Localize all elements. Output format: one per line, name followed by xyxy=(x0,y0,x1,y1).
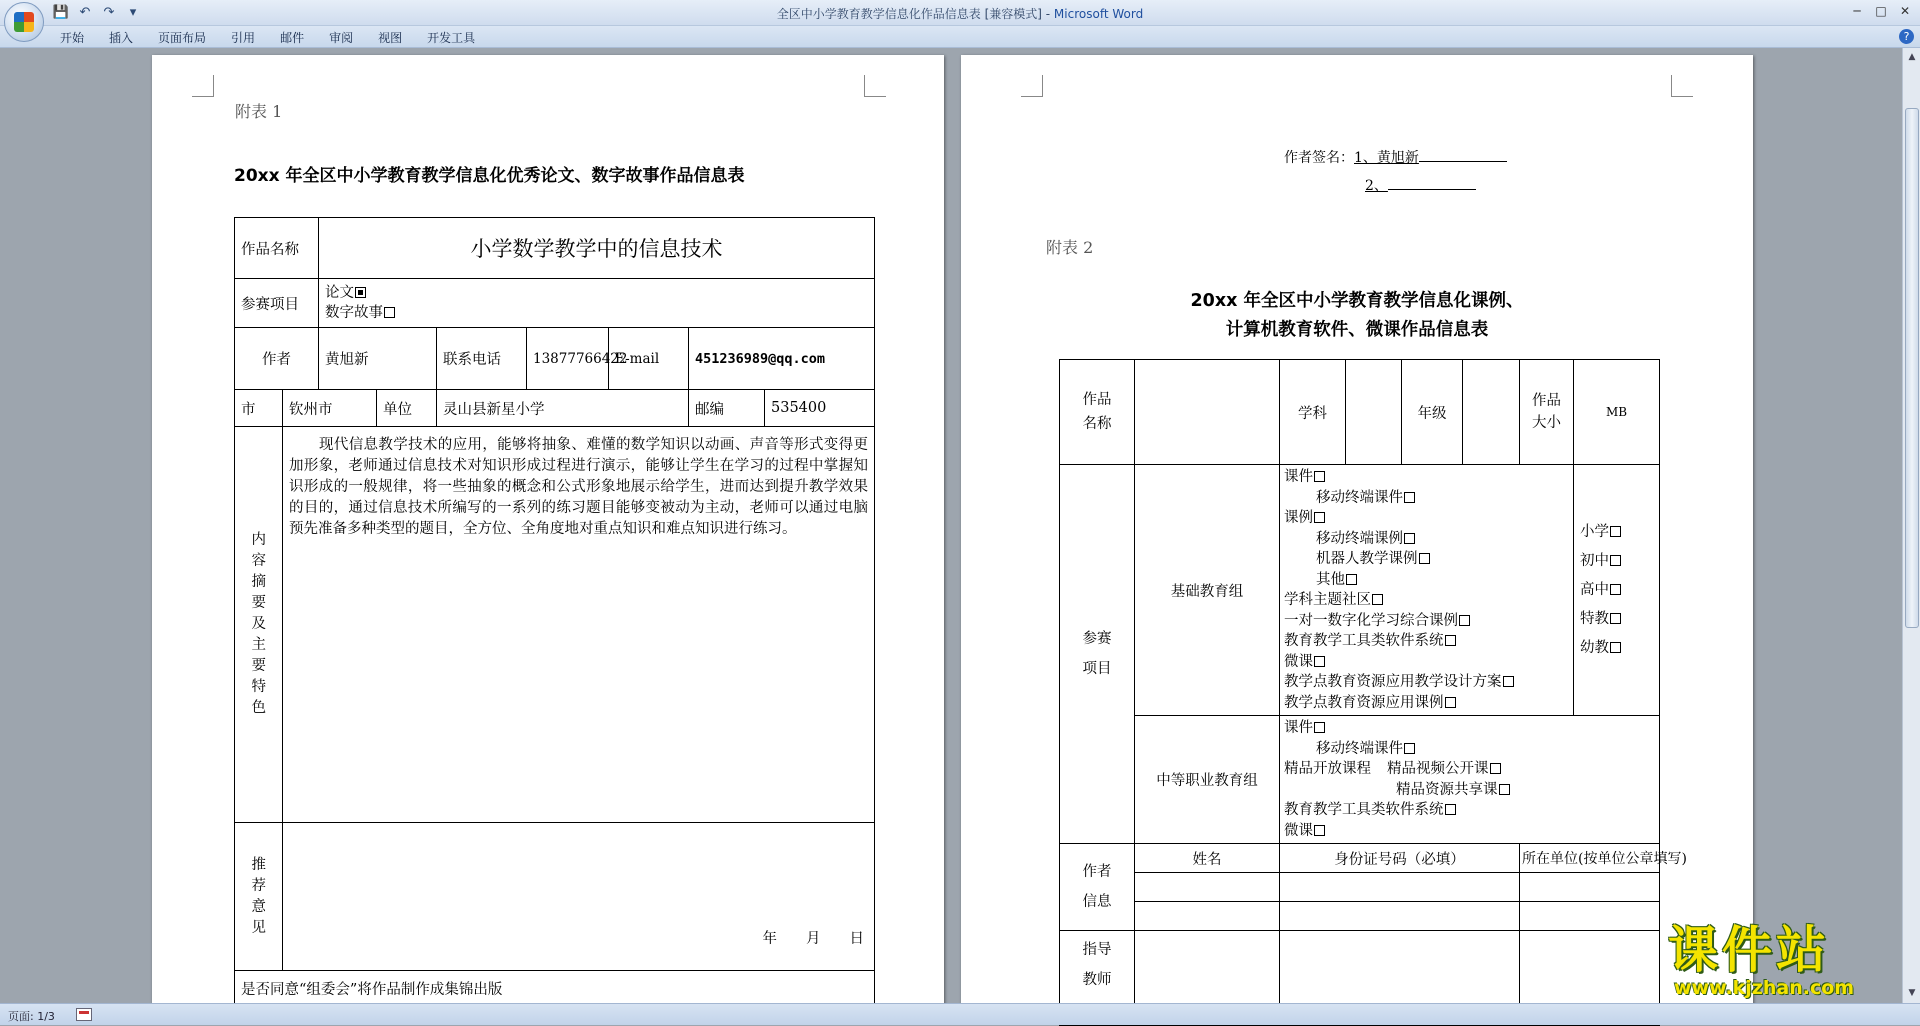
author-name-cell[interactable] xyxy=(1135,902,1280,931)
option-mobile-lesson[interactable]: 移动终端课例 xyxy=(1284,529,1569,550)
vocational-options-list xyxy=(1280,716,1660,844)
author-value[interactable]: 黄旭新 xyxy=(319,328,437,390)
summary-label: 内容摘要及主要特色 xyxy=(235,427,283,823)
entry-form-table xyxy=(234,217,875,1007)
page-count[interactable]: 页面: 1/3 xyxy=(8,1010,55,1023)
city-label: 市 xyxy=(235,390,283,427)
signature-1[interactable]: 1、黄旭新 xyxy=(1354,150,1419,166)
watermark-url: www.kjzhan.com xyxy=(1674,977,1855,999)
checkbox-icon[interactable] xyxy=(1610,555,1621,566)
option-subject-community[interactable]: 学科主题社区 xyxy=(1284,590,1569,611)
tab-review[interactable]: 审阅 xyxy=(329,31,354,45)
option-tool-software[interactable]: 教育教学工具类软件系统 xyxy=(1284,631,1569,652)
recommend-label: 推荐意见 xyxy=(235,823,283,971)
postcode-value[interactable]: 535400 xyxy=(765,390,875,427)
signature-label: 作者签名：1、黄旭新 xyxy=(1284,147,1507,167)
subject-value[interactable] xyxy=(1346,360,1402,465)
window-controls xyxy=(1846,2,1916,20)
signature-2[interactable]: 2、 xyxy=(1365,178,1388,194)
crop-mark xyxy=(864,75,886,97)
author-id-cell[interactable] xyxy=(1280,902,1520,931)
form-title-line-1: 20xx 年全区中小学教育教学信息化课例、 xyxy=(1190,291,1524,311)
date-text: 年 月 日 xyxy=(762,931,864,947)
page-2[interactable] xyxy=(961,55,1753,1015)
work-name-value-2[interactable] xyxy=(1135,360,1280,465)
ribbon-tabs xyxy=(0,26,1920,48)
tab-page-layout[interactable]: 页面布局 xyxy=(158,31,207,45)
work-name-value[interactable]: 小学数学教学中的信息技术 xyxy=(319,218,875,279)
tab-view[interactable]: 视图 xyxy=(378,31,403,45)
tab-developer[interactable]: 开发工具 xyxy=(427,31,476,45)
status-bar xyxy=(0,1003,1920,1025)
school-level-list xyxy=(1574,465,1660,716)
author-name-cell[interactable] xyxy=(1135,873,1280,902)
column-id-number: 身份证号码（必填） xyxy=(1280,844,1520,873)
level-preschool[interactable]: 幼教 xyxy=(1580,634,1653,663)
checkbox-icon[interactable] xyxy=(1459,615,1470,626)
scroll-down-icon[interactable]: ▼ xyxy=(1908,988,1916,998)
help-icon[interactable]: ? xyxy=(1899,29,1914,44)
author-label: 作者 xyxy=(235,328,319,390)
attachment-label: 附表 1 xyxy=(235,102,283,121)
voc-option-resource[interactable]: 精品资源共享课 xyxy=(1284,780,1655,801)
close-button[interactable]: ✕ xyxy=(1899,4,1911,18)
form-title: 20xx 年全区中小学教育教学信息化优秀论文、数字故事作品信息表 xyxy=(234,166,745,186)
option-robot-lesson[interactable]: 机器人教学课例 xyxy=(1284,549,1569,570)
voc-option-courseware[interactable]: 课件 xyxy=(1284,718,1655,739)
title-bar xyxy=(0,0,1920,26)
redo-icon[interactable]: ↷ xyxy=(103,5,115,20)
page-1[interactable] xyxy=(152,55,944,1015)
category-label-2: 参赛项目 xyxy=(1060,465,1135,844)
option-paper[interactable]: 论文 xyxy=(325,283,868,304)
phone-label: 联系电话 xyxy=(437,328,527,390)
voc-option-open-course[interactable]: 精品开放课程 精品视频公开课 xyxy=(1284,759,1655,780)
checkbox-icon[interactable] xyxy=(1314,722,1325,733)
checkbox-icon[interactable] xyxy=(1404,533,1415,544)
vertical-scrollbar[interactable] xyxy=(1902,48,1920,1003)
author-unit-cell[interactable] xyxy=(1520,873,1660,902)
category-label: 参赛项目 xyxy=(235,279,319,328)
office-button[interactable] xyxy=(4,2,44,42)
checkbox-icon[interactable] xyxy=(384,307,395,318)
grade-value[interactable] xyxy=(1463,360,1520,465)
category-options xyxy=(319,279,875,328)
checkbox-icon[interactable] xyxy=(1314,825,1325,836)
tab-home[interactable]: 开始 xyxy=(60,31,85,45)
save-icon[interactable]: 💾 xyxy=(52,5,70,20)
author-unit-cell[interactable] xyxy=(1520,902,1660,931)
advisor-label: 指导教师 xyxy=(1060,931,1135,1026)
subject-label: 学科 xyxy=(1280,360,1346,465)
checkbox-icon[interactable] xyxy=(1445,635,1456,646)
author-info-label: 作者信息 xyxy=(1060,844,1135,931)
author-id-cell[interactable] xyxy=(1280,873,1520,902)
phone-value[interactable]: 13877766422 xyxy=(527,328,609,390)
checkbox-icon[interactable] xyxy=(1314,512,1325,523)
grade-label: 年级 xyxy=(1402,360,1463,465)
checkbox-icon[interactable] xyxy=(1610,642,1621,653)
option-teaching-point-lesson[interactable]: 教学点教育资源应用课例 xyxy=(1284,693,1569,714)
unit-label: 单位 xyxy=(377,390,437,427)
postcode-label: 邮编 xyxy=(689,390,765,427)
tab-insert[interactable]: 插入 xyxy=(109,31,134,45)
crop-mark xyxy=(1671,75,1693,97)
level-primary[interactable]: 小学 xyxy=(1580,518,1653,547)
work-name-label: 作品名称 xyxy=(235,218,319,279)
app-name: Microsoft Word xyxy=(1053,7,1144,21)
scrollbar-thumb[interactable] xyxy=(1905,108,1919,628)
email-value[interactable]: 451236989@qq.com xyxy=(689,328,875,390)
voc-option-micro[interactable]: 微课 xyxy=(1284,821,1655,842)
option-digital-story[interactable]: 数字故事 xyxy=(325,303,868,324)
watermark-text: 课件站 xyxy=(1668,920,1830,979)
checkbox-icon[interactable] xyxy=(1610,584,1621,595)
option-other[interactable]: 其他 xyxy=(1284,570,1569,591)
size-label: 作品大小 xyxy=(1520,360,1574,465)
column-unit: 所在单位(按单位公章填写) xyxy=(1520,844,1660,873)
document-title: 全区中小学教育教学信息化作品信息表 [兼容模式] - xyxy=(776,7,1054,21)
tab-references[interactable]: 引用 xyxy=(231,31,256,45)
maximize-button[interactable]: □ xyxy=(1875,4,1887,18)
checkbox-icon[interactable] xyxy=(1445,697,1456,708)
undo-icon[interactable]: ↶ xyxy=(79,5,91,20)
recommend-value[interactable] xyxy=(283,823,875,971)
voc-option-video[interactable]: 精品视频公开课 xyxy=(1387,761,1489,777)
checkbox-icon[interactable] xyxy=(1499,784,1510,795)
column-name: 姓名 xyxy=(1135,844,1280,873)
level-junior[interactable]: 初中 xyxy=(1580,547,1653,576)
checkbox-icon[interactable] xyxy=(1610,526,1621,537)
unit-value[interactable]: 灵山县新星小学 xyxy=(437,390,689,427)
checkbox-icon[interactable] xyxy=(1445,804,1456,815)
voc-option-mobile-courseware[interactable]: 移动终端课件 xyxy=(1284,739,1655,760)
level-senior[interactable]: 高中 xyxy=(1580,576,1653,605)
checkbox-icon[interactable] xyxy=(1419,553,1430,564)
checkbox-icon[interactable] xyxy=(1314,656,1325,667)
size-unit[interactable]: MB xyxy=(1574,360,1660,465)
checkbox-icon[interactable] xyxy=(1404,743,1415,754)
basic-options-list xyxy=(1280,465,1574,716)
option-lesson[interactable]: 课例 xyxy=(1284,508,1569,529)
summary-text[interactable]: 现代信息教学技术的应用，能够将抽象、难懂的数学知识以动画、声音等形式变得更加形象，老师通过信息技术对知识形成过程进行演示，能够让学生在学习的过程中掌握知识形成的一般规律，将一些抽象的概念和公式形象地展示给学生，进而达到提升教学效果的目的，通过信息技术所编写的一系列的练习题目能够变被动为主动，老师可以通过电脑预先准备多种类型的题目，全方位、全角度地对重点知识和难点知识进行练习。 xyxy=(283,427,875,823)
checkbox-checked-icon[interactable] xyxy=(355,287,366,298)
checkbox-icon[interactable] xyxy=(1314,471,1325,482)
proofing-icon[interactable] xyxy=(76,1008,92,1021)
crop-mark xyxy=(192,75,214,97)
option-teaching-point-plan[interactable]: 教学点教育资源应用教学设计方案 xyxy=(1284,672,1569,693)
office-logo-icon xyxy=(14,12,34,32)
scroll-up-icon[interactable]: ▲ xyxy=(1908,52,1916,62)
customize-toolbar-icon[interactable]: ▾ xyxy=(129,5,137,20)
attachment-label-2: 附表 2 xyxy=(1046,238,1094,257)
courseware-form-table xyxy=(1059,359,1687,1026)
basic-education-group: 基础教育组 xyxy=(1135,465,1280,716)
checkbox-icon[interactable] xyxy=(1372,594,1383,605)
option-micro-lesson[interactable]: 微课 xyxy=(1284,652,1569,673)
checkbox-icon[interactable] xyxy=(1346,574,1357,585)
checkbox-icon[interactable] xyxy=(1610,613,1621,624)
vocational-education-group: 中等职业教育组 xyxy=(1135,716,1280,844)
checkbox-icon[interactable] xyxy=(1404,492,1415,503)
option-one-to-one[interactable]: 一对一数字化学习综合课例 xyxy=(1284,611,1569,632)
signature-2-line xyxy=(1365,175,1476,195)
option-courseware[interactable]: 课件 xyxy=(1284,467,1569,488)
crop-mark xyxy=(1021,75,1043,97)
work-name-label-2: 作品名称 xyxy=(1060,360,1135,465)
email-label: E-mail xyxy=(609,328,689,390)
tab-mailings[interactable]: 邮件 xyxy=(280,31,305,45)
site-watermark xyxy=(1668,920,1904,1003)
city-value[interactable]: 钦州市 xyxy=(283,390,377,427)
checkbox-icon[interactable] xyxy=(1490,763,1501,774)
option-mobile-courseware[interactable]: 移动终端课件 xyxy=(1284,488,1569,509)
checkbox-icon[interactable] xyxy=(1503,676,1514,687)
window-title xyxy=(0,5,1920,22)
level-special[interactable]: 特教 xyxy=(1580,605,1653,634)
publication-consent[interactable]: 是否同意“组委会”将作品制作成集锦出版 xyxy=(235,971,875,1007)
minimize-button[interactable]: ─ xyxy=(1853,4,1861,18)
form-title-line-2: 计算机教育软件、微课作品信息表 xyxy=(1225,320,1489,340)
document-area xyxy=(0,48,1902,1003)
voc-option-tools[interactable]: 教育教学工具类软件系统 xyxy=(1284,800,1655,821)
